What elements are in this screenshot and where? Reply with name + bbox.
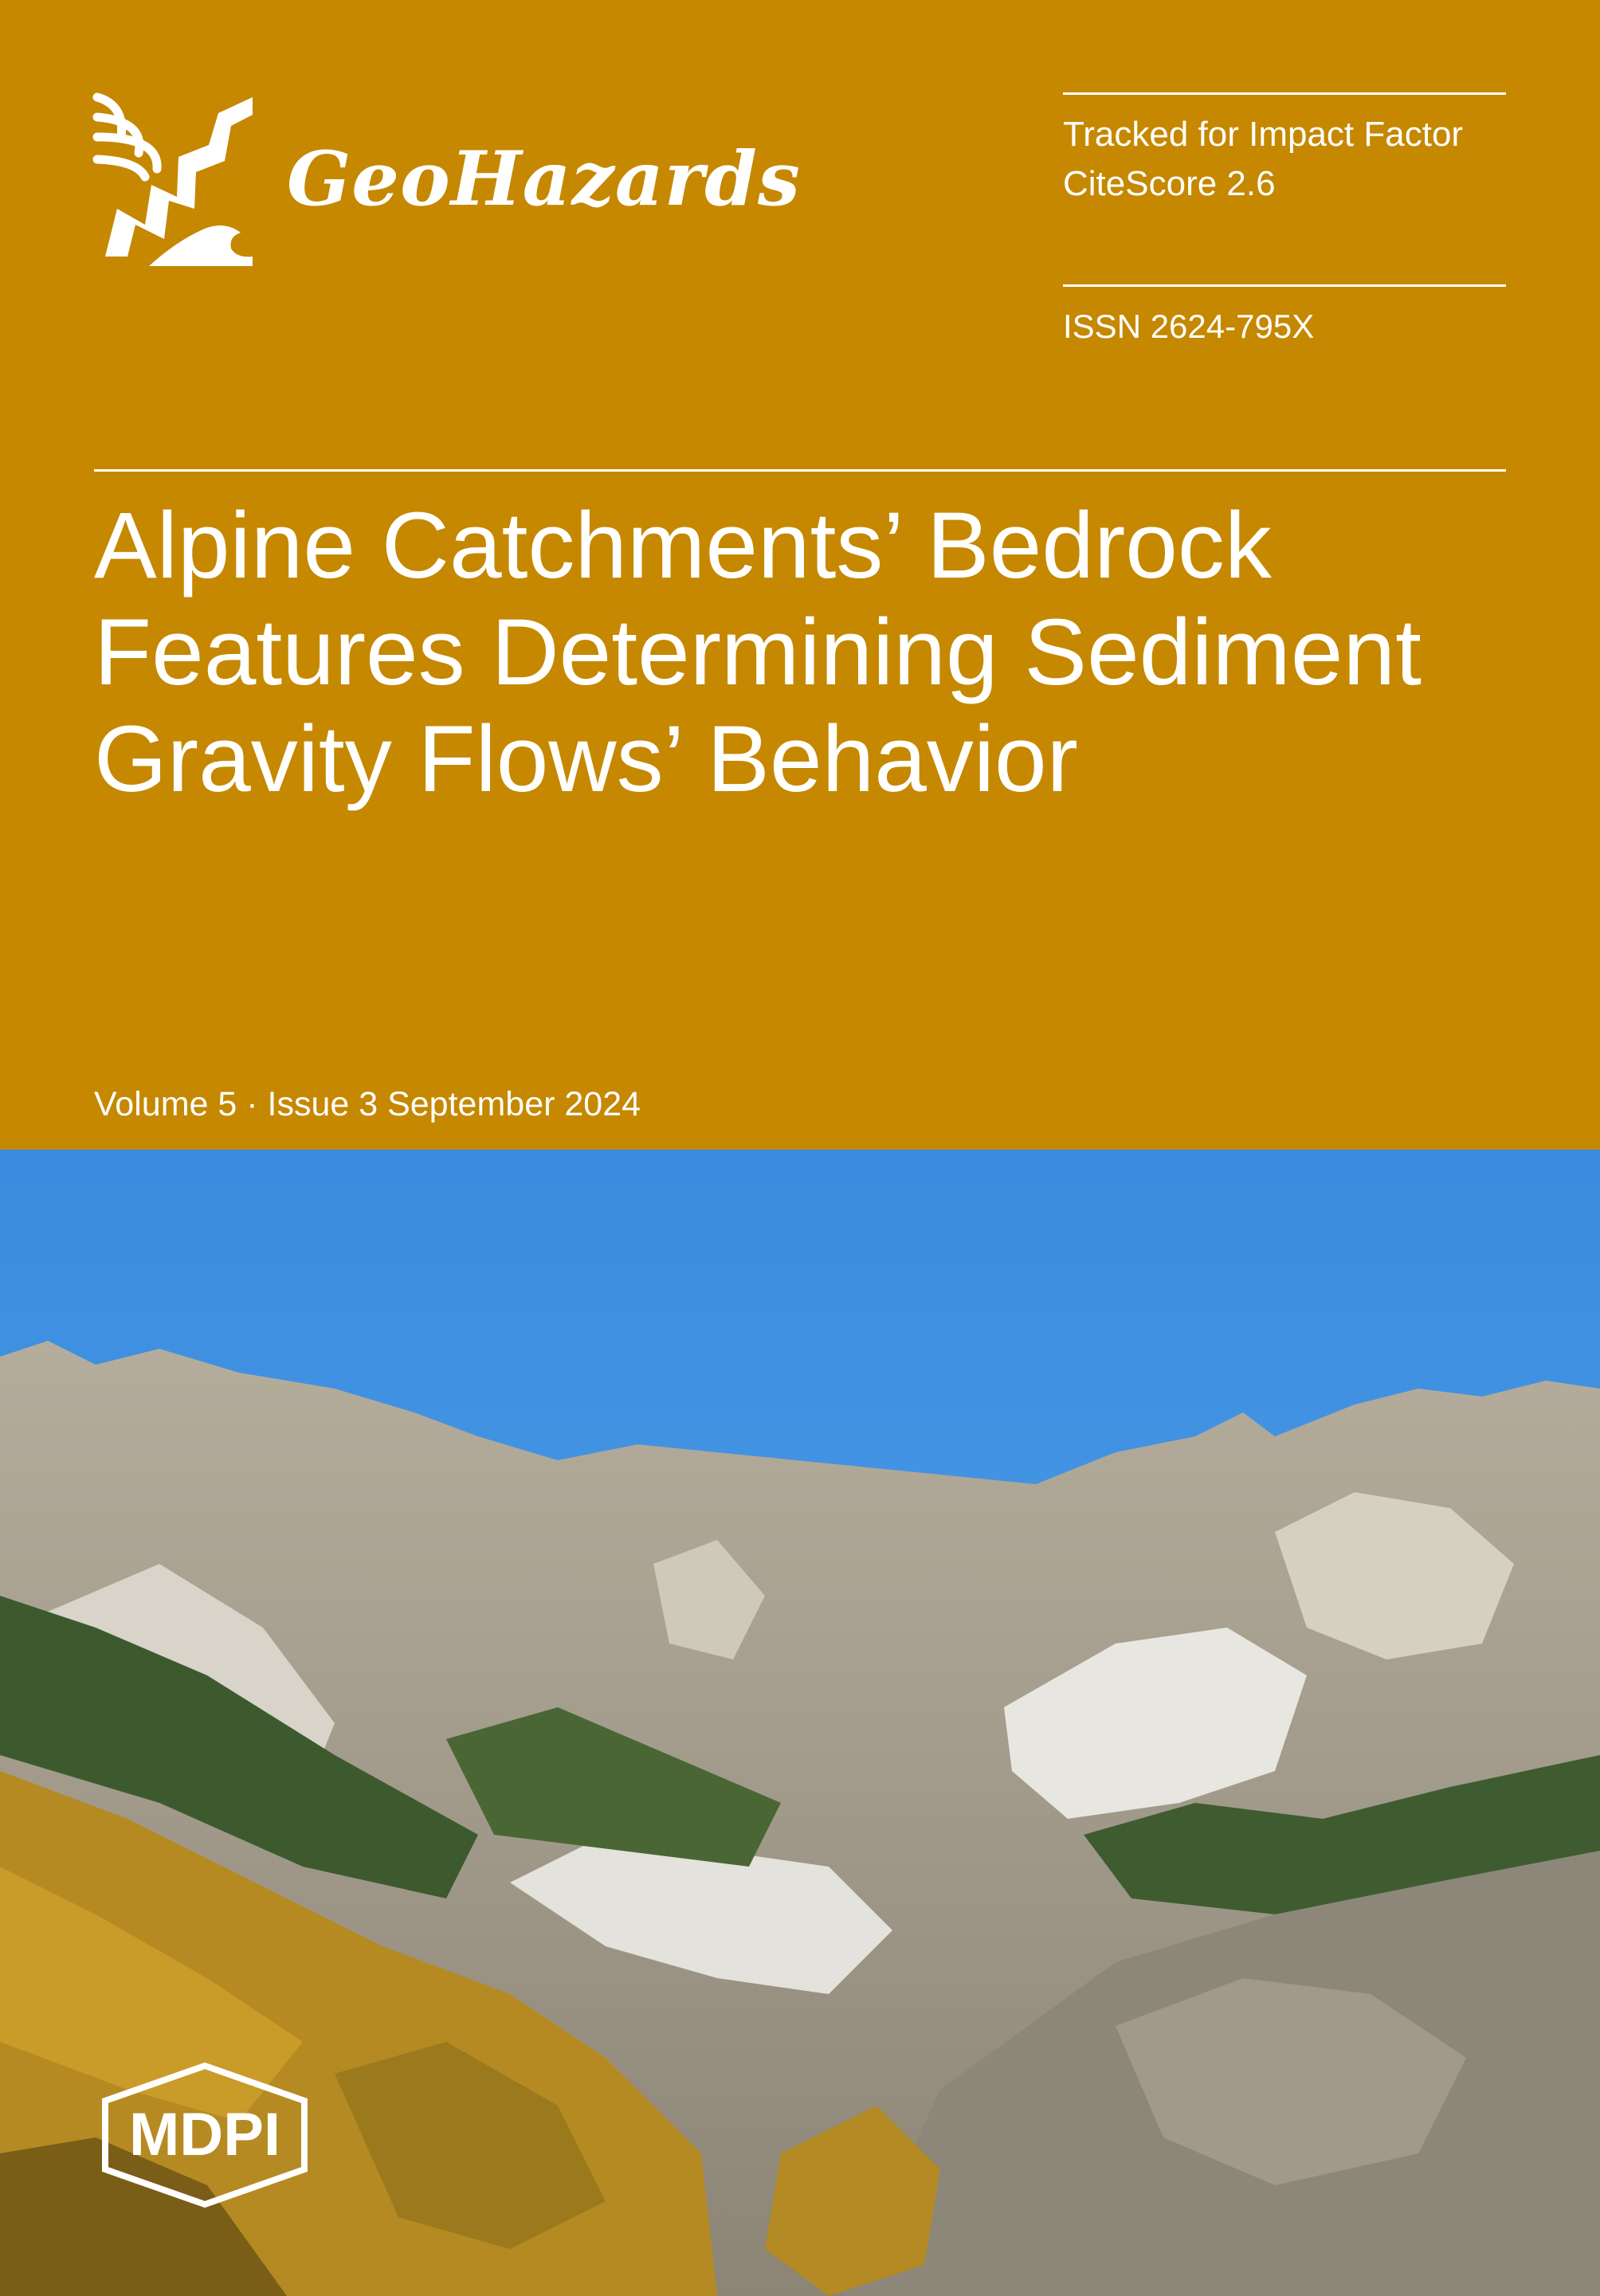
journal-title: GeoHazards [287,135,801,223]
divider [1063,92,1506,95]
divider [94,469,1506,472]
geohazards-logo-icon [89,89,265,268]
article-title [94,492,1528,813]
metrics-block [1063,110,1463,209]
issue-info: Volume 5 · Issue 3 September 2024 [94,1085,641,1123]
title-line: Alpine Catchments’ Bedrock [94,493,1272,598]
issn-text: ISSN 2624-795X [1063,308,1315,345]
divider [1063,284,1506,287]
title-line: Gravity Flows’ Behavior [94,707,1078,812]
impact-factor-text: Tracked for Impact Factor [1063,115,1464,154]
citescore-text: CiteScore 2.6 [1063,164,1276,203]
title-line: Features Determining Sediment [94,600,1422,705]
mdpi-hexagon-icon [89,2059,320,2211]
mdpi-logo-text: MDPI [129,2101,280,2169]
